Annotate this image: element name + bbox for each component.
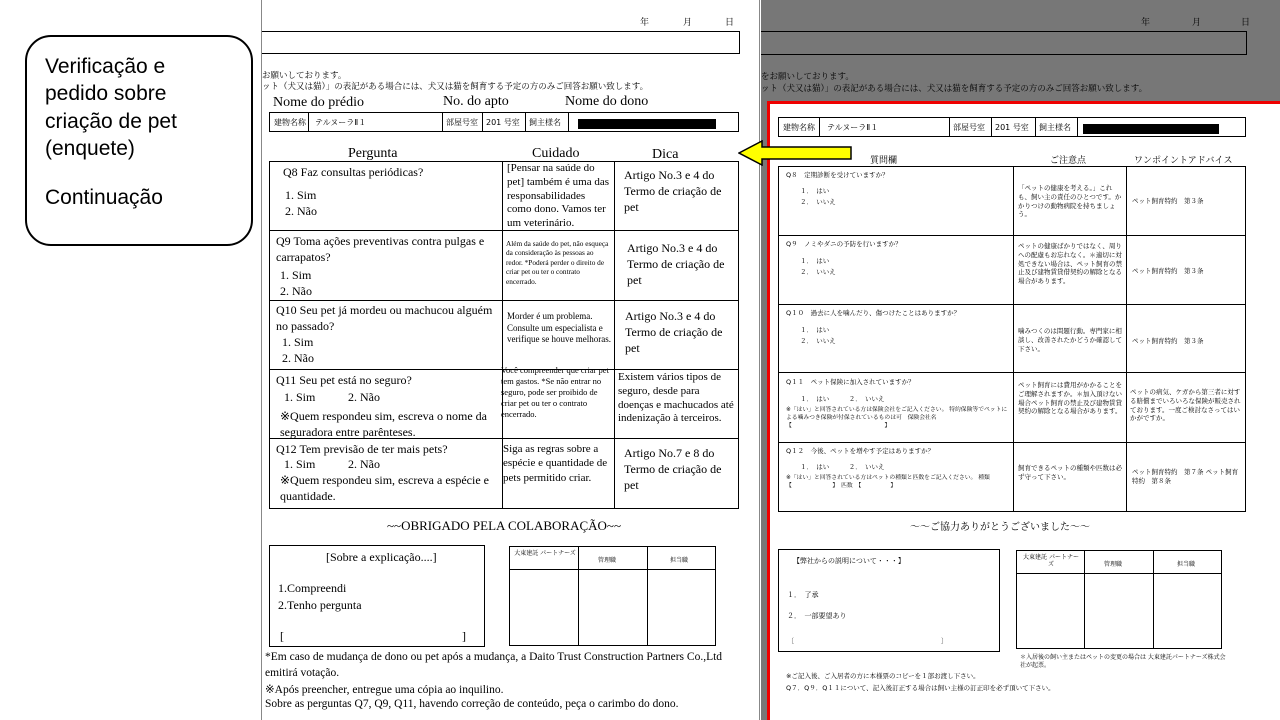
date-month-label: 月 — [683, 18, 693, 28]
orig-room-value: 201 号室 — [995, 123, 1029, 132]
orig-q8-tip: ペット飼育特約 第３条 — [1132, 197, 1204, 205]
orig-q8-question: Q８ 定期診断を受けていますか？ — [786, 171, 889, 179]
highlighted-original-page — [767, 101, 1280, 720]
orig-q11-tip: ペットの病気、ケガから第三者に対する賠償までいろいろな保険が販売されております。一度ご検討なさってはいかがですか。 — [1130, 388, 1241, 423]
q9-question: Q9 Toma ações preventivas contra pulgas e carrapatos? — [276, 234, 485, 265]
q9-option-2: 2. Não — [280, 284, 312, 298]
note-box — [25, 35, 253, 246]
stamp-header-manager: 管理職 — [598, 557, 617, 564]
orig-intro-line-2: ット（犬又は猫）」の表記がある場合には、犬又は猫を飼育する予定の方のみご回答お願い致します。 — [761, 84, 1148, 94]
orig-q9-care: ペットの健康ばかりではなく、周りへの配慮もお忘れなく。＊適切に対処できない場合は、ペット飼育の禁止及び建物賃貸借契約の解除となる場合があります。 — [1018, 242, 1122, 286]
orig-building-value: テルヌーラⅡ１ — [827, 123, 879, 132]
orig-col-header-care: ご注意点 — [1050, 156, 1087, 166]
yellow-arrow-icon — [738, 140, 853, 166]
q10-tip: Artigo No.3 e 4 do Termo de criação de pet — [625, 309, 723, 356]
orig-q9-option-2: ２． いいえ — [800, 268, 836, 276]
intro-line-1: お願いしております。 — [262, 71, 347, 81]
orig-q10-tip: ペット飼育特約 第３条 — [1132, 337, 1204, 345]
orig-date-month: 月 — [1192, 18, 1202, 28]
orig-col-header-question: 質問欄 — [870, 156, 898, 166]
q8-care: [Pensar na saúde do pet] também é uma das responsabilidades como dono. Vamos ter um veterinário. — [507, 162, 610, 228]
orig-q8-option-2: ２． いいえ — [800, 198, 836, 206]
orig-explanation-title: 【弊社からの説明について・・・】 — [793, 557, 905, 565]
footer-note-1: *Em caso de mudança de dono ou pet após a mudança, a Daito Trust Construction Partners Co.,Ltd emitirá votação. — [265, 651, 723, 679]
building-label: 建物名称 — [274, 118, 306, 127]
owner-label: 飼主様名 — [529, 118, 561, 127]
orig-q10-care: 噛みつくのは問題行動。専門家に相談し、改善されたかどうか確認して下さい。 — [1018, 327, 1122, 353]
explanation-bracket-right: ] — [462, 629, 466, 643]
orig-q11-note: ※「はい」と回答されている方は保険会社をご記入ください。 特約保険等でペットによる噛みつき保険が付保されているものは可 保険会社名 【 】 — [786, 407, 1008, 430]
q11-option-2: 2. Não — [348, 390, 380, 404]
orig-stamp-header-manager: 管理職 — [1104, 561, 1123, 568]
translated-document — [261, 0, 760, 720]
col-header-tip: Dica — [652, 147, 679, 162]
building-value: テルヌーラⅡ１ — [315, 118, 367, 127]
q9-tip: Artigo No.3 e 4 do Termo de criação de pet — [627, 241, 725, 288]
stamp-header-staff: 担当職 — [670, 557, 689, 564]
stamp-table — [509, 546, 716, 646]
explanation-bracket-left: [ — [280, 629, 284, 643]
orig-stamp-header-partners: 大東建託 パートナーズ — [1023, 554, 1079, 569]
note-continuation: Continuação — [45, 186, 163, 210]
orig-q8-care: 「ペットの健康を考える。」これも、飼い主の責任のひとつです。かかりつけの動物病院を持ちましょう。 — [1018, 184, 1122, 219]
orig-q12-note: ※「はい」と回答されている方はペットの種類と匹数をご記入ください。 種類 【 】 匹数 【 】 — [786, 475, 996, 490]
thanks-message: ~~OBRIGADO PELA COLABORAÇÃO~~ — [387, 518, 621, 533]
q11-care: Você compreender que criar pet tem gastos. *Se não entrar no seguro, pode ser proibido de criar pet ou ter o contrato encerrado. — [501, 365, 609, 420]
orig-q12-options: １． はい ２． いいえ — [800, 463, 885, 471]
q12-option-1: 1. Sim — [284, 457, 316, 471]
orig-footer-note-2: Q７．Q９．Q１１について、記入後訂正する場合は飼い主様の訂正印を必ず頂いて下さい。 — [786, 684, 1055, 692]
q11-option-1: 1. Sim — [284, 390, 316, 404]
q8-question: Q8 Faz consultas periódicas? — [283, 165, 424, 179]
redacted-owner-name — [578, 119, 716, 129]
q11-tip: Existem vários tipos de seguro, desde para doenças e machucados até indenização à terceiros. — [618, 371, 734, 425]
orig-thanks-message: ～～ご協力ありがとうございました～～ — [910, 522, 1090, 533]
col-header-care: Cuidado — [532, 146, 580, 161]
orig-q12-care: 飼育できるペットの種類や匹数は必ず守って下さい。 — [1018, 464, 1122, 481]
q12-question: Q12 Tem previsão de ter mais pets? — [276, 442, 448, 456]
orig-col-header-tip: ワンポイントアドバイス — [1134, 156, 1233, 166]
orig-stamp-table — [1016, 550, 1222, 649]
orig-room-label: 部屋号室 — [953, 123, 985, 132]
q9-care: Além da saúde do pet, não esqueça da consideração às pessoas ao redor. *Poderá perder o direito de criar pet ou ter o contrato encerrado. — [506, 239, 609, 286]
original-document — [761, 0, 1280, 720]
explanation-option-2: 2.Tenho pergunta — [278, 598, 362, 612]
orig-info-row — [778, 117, 1246, 137]
orig-q11-care: ペット飼育には費用がかかることをご理解されますか。＊加入頂けない場合ペット飼育の禁止及び建物賃貸契約の解除となる場合があります。 — [1018, 381, 1122, 416]
q12-option-2: 2. Não — [348, 457, 380, 471]
orig-stamp-header-staff: 担当職 — [1177, 561, 1196, 568]
stamp-header-partners: 大東建託 パートナーズ — [514, 550, 576, 557]
col-header-question: Pergunta — [348, 146, 398, 161]
orig-q12-tip: ペット飼育特約 第７条 ペット飼育特約 第８条 — [1132, 468, 1239, 486]
orig-date-year: 年 — [1141, 18, 1151, 28]
orig-footer-note-1: ※ご記入後、ご入居者の方に本様票のコピーを１部お渡し下さい。 — [786, 672, 980, 680]
label-building-name: Nome do prédio — [273, 95, 364, 110]
orig-q9-tip: ペット飼育特約 第３条 — [1132, 267, 1204, 275]
label-apartment-number: No. do apto — [443, 94, 509, 109]
q9-option-1: 1. Sim — [280, 268, 312, 282]
orig-explanation-bracket: 〔 〕 — [787, 637, 948, 645]
orig-q9-question: Q９ ノミやダニの予防を行いますか？ — [786, 240, 902, 248]
q12-care: Siga as regras sobre a espécie e quantidade de pets permitido criar. — [503, 443, 608, 484]
orig-building-label: 建物名称 — [783, 123, 815, 132]
room-label: 部屋号室 — [446, 118, 478, 127]
orig-explanation-box — [778, 549, 1000, 652]
explanation-box — [269, 545, 485, 647]
q10-care: Morder é um problema. Consulte um especialista e verifique se houve melhoras. — [507, 311, 611, 345]
room-value: 201 号室 — [486, 118, 520, 127]
orig-q11-question: Q１１ ペット保険に加入されていますか？ — [786, 378, 915, 386]
q10-option-1: 1. Sim — [282, 335, 314, 349]
info-row — [269, 112, 739, 132]
header-input-box — [262, 31, 740, 54]
orig-q10-option-2: ２． いいえ — [800, 337, 836, 345]
q8-option-1: 1. Sim — [285, 188, 317, 202]
orig-stamp-note: ＊入居後の飼い主またはペットの変更の場合は 大東建託パートナーズ株式会社が起票。 — [1020, 654, 1226, 670]
footer-note-2: ※Após preencher, entregue uma cópia ao inquilino. — [265, 684, 504, 696]
label-owner-name: Nome do dono — [565, 94, 649, 109]
q10-option-2: 2. Não — [282, 351, 314, 365]
q12-note: ※Quem respondeu sim, escreva a espécie e quantidade. — [280, 473, 489, 504]
q12-tip: Artigo No.7 e 8 do Termo de criação de pet — [624, 446, 722, 493]
q10-question: Q10 Seu pet já mordeu ou machucou alguém no passado? — [276, 303, 493, 334]
orig-q8-option-1: １． はい — [800, 187, 830, 195]
explanation-title: [Sobre a explicação....] — [326, 550, 437, 564]
orig-q9-option-1: １． はい — [800, 257, 830, 265]
q11-note: ※Quem respondeu sim, escreva o nome da seguradora entre parênteses. — [280, 409, 487, 440]
q8-option-2: 2. Não — [285, 204, 317, 218]
date-day-label: 日 — [725, 18, 735, 28]
orig-q10-option-1: １． はい — [800, 326, 830, 334]
q8-tip: Artigo No.3 e 4 do Termo de criação de pet — [624, 168, 722, 215]
explanation-option-1: 1.Compreendi — [278, 581, 347, 595]
intro-line-2: ット（犬又は猫）」の表記がある場合には、犬又は猫を飼育する予定の方のみご回答お願い致します。 — [262, 82, 649, 92]
orig-intro-line-1: をお願いしております。 — [761, 72, 854, 82]
note-title: Verificação e pedido sobre criação de pet (enquete) — [45, 55, 177, 160]
orig-owner-label: 飼主様名 — [1039, 123, 1071, 132]
orig-explanation-option-2: ２． 一部要望あり — [787, 612, 847, 620]
orig-q11-options: １． はい ２． いいえ — [800, 395, 885, 403]
orig-redacted-owner-name — [1083, 124, 1219, 134]
q11-question: Q11 Seu pet está no seguro? — [276, 373, 412, 387]
orig-date-day: 日 — [1241, 18, 1251, 28]
orig-q10-question: Q１０ 過去に人を噛んだり、傷つけたことはありますか？ — [786, 309, 961, 317]
orig-header-input-box — [761, 31, 1247, 55]
date-year-label: 年 — [640, 18, 650, 28]
footer-note-3: Sobre as perguntas Q7, Q9, Q11, havendo correção de conteúdo, peça o carimbo do dono. — [265, 698, 679, 710]
orig-explanation-option-1: １． 了承 — [787, 591, 819, 599]
orig-q12-question: Q１２ 今後、ペットを増やす予定はありますか？ — [786, 447, 935, 455]
